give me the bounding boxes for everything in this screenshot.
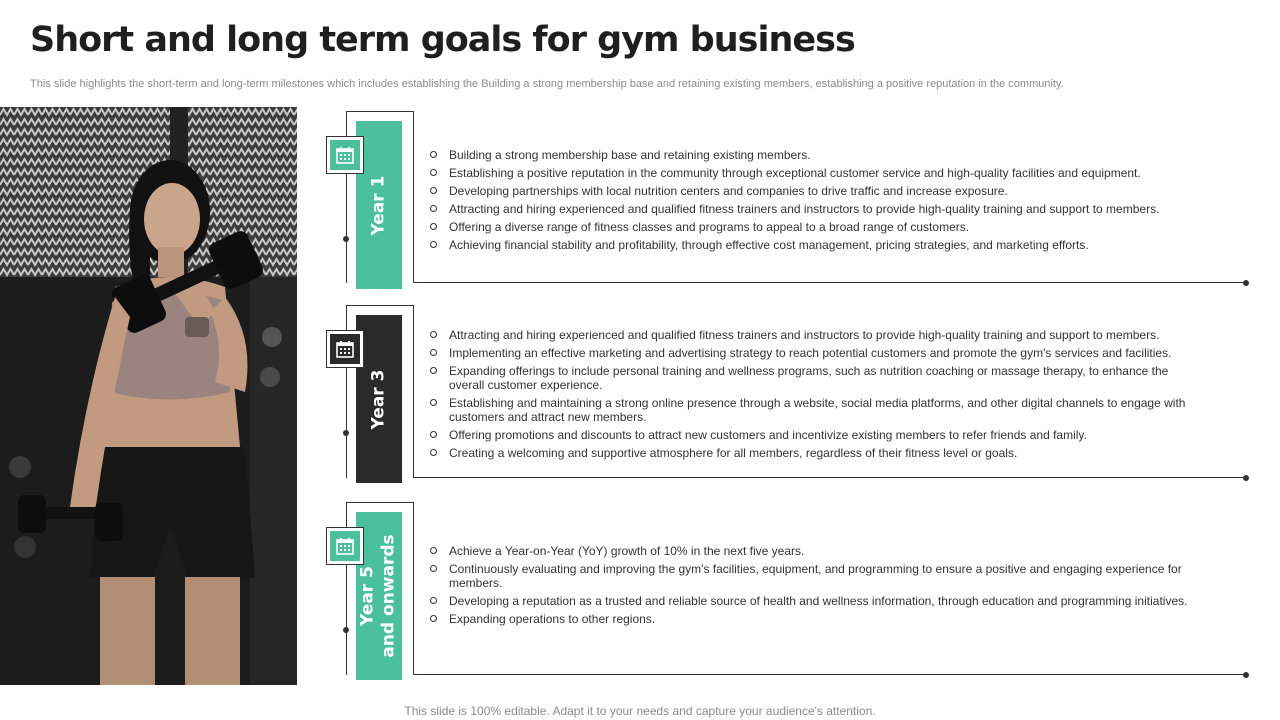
section-year-1 (320, 111, 1260, 283)
goal-list (430, 148, 1190, 256)
list-item: Attracting and hiring experienced and qualified fitness trainers and instructors to provide high-quality training and support to members. (430, 202, 1190, 216)
list-item: Creating a welcoming and supportive atmosphere for all members, regardless of their fitness level or goals. (430, 446, 1190, 460)
list-item: Achieve a Year-on-Year (YoY) growth of 10% in the next five years. (430, 544, 1190, 558)
section-divider (413, 111, 414, 283)
year-label: Year 1 (368, 175, 389, 235)
year-label: Year 3 (368, 369, 389, 429)
icon-box (326, 330, 364, 368)
list-item: Developing partnerships with local nutrition centers and companies to drive traffic and increase exposure. (430, 184, 1190, 198)
section-divider (413, 502, 414, 675)
list-item: Expanding operations to other regions. (430, 612, 1190, 626)
section-baseline (413, 674, 1246, 675)
end-dot (1243, 672, 1249, 678)
end-dot (1243, 475, 1249, 481)
icon-box (326, 527, 364, 565)
list-item: Expanding offerings to include personal training and wellness programs, such as nutrition coaching or massage therapy, to enhance the overall customer experience. (430, 364, 1190, 392)
year-label (358, 534, 400, 657)
year-label-line2: and onwards (379, 534, 400, 658)
end-dot (1243, 280, 1249, 286)
section-baseline (413, 477, 1246, 478)
goal-list (430, 328, 1190, 464)
list-item: Offering promotions and discounts to attract new customers and incentivize existing members to refer friends and family. (430, 428, 1190, 442)
side-dot (343, 236, 349, 242)
section-year-5 (320, 502, 1260, 675)
list-item: Establishing a positive reputation in the community through exceptional customer service and high-quality facilities and equipment. (430, 166, 1190, 180)
calendar-icon (336, 340, 354, 358)
side-dot (343, 430, 349, 436)
list-item: Developing a reputation as a trusted and reliable source of health and wellness information, through education and programming initiatives. (430, 594, 1190, 608)
section-baseline (413, 282, 1246, 283)
year-label-line1: Year 5 (358, 566, 379, 626)
calendar-icon (336, 537, 354, 555)
list-item: Continuously evaluating and improving the gym's facilities, equipment, and programming to ensure a positive and engaging experience for members. (430, 562, 1190, 590)
list-item: Achieving financial stability and profitability, through effective cost management, pricing strategies, and marketing efforts. (430, 238, 1190, 252)
section-divider (413, 305, 414, 478)
section-year-3 (320, 305, 1260, 478)
list-item: Offering a diverse range of fitness classes and programs to appeal to a broad range of customers. (430, 220, 1190, 234)
footer-note: This slide is 100% editable. Adapt it to your needs and capture your audience's attention. (404, 704, 876, 718)
list-item: Building a strong membership base and retaining existing members. (430, 148, 1190, 162)
calendar-icon (336, 146, 354, 164)
icon-box (326, 136, 364, 174)
side-dot (343, 627, 349, 633)
list-item: Attracting and hiring experienced and qualified fitness trainers and instructors to provide high-quality training and support to members. (430, 328, 1190, 342)
goal-list (430, 544, 1190, 630)
gym-photo (0, 107, 297, 685)
page-subtitle: This slide highlights the short-term and long-term milestones which includes establishing the Building a strong membership base and retaining existing members, establishing a positive reputation in the community. (30, 78, 1064, 90)
list-item: Implementing an effective marketing and advertising strategy to reach potential customers and promote the gym's services and facilities. (430, 346, 1190, 360)
list-item: Establishing and maintaining a strong online presence through a website, social media platforms, and other digital channels to engage with customers and attract new members. (430, 396, 1190, 424)
page-title: Short and long term goals for gym business (30, 20, 855, 60)
